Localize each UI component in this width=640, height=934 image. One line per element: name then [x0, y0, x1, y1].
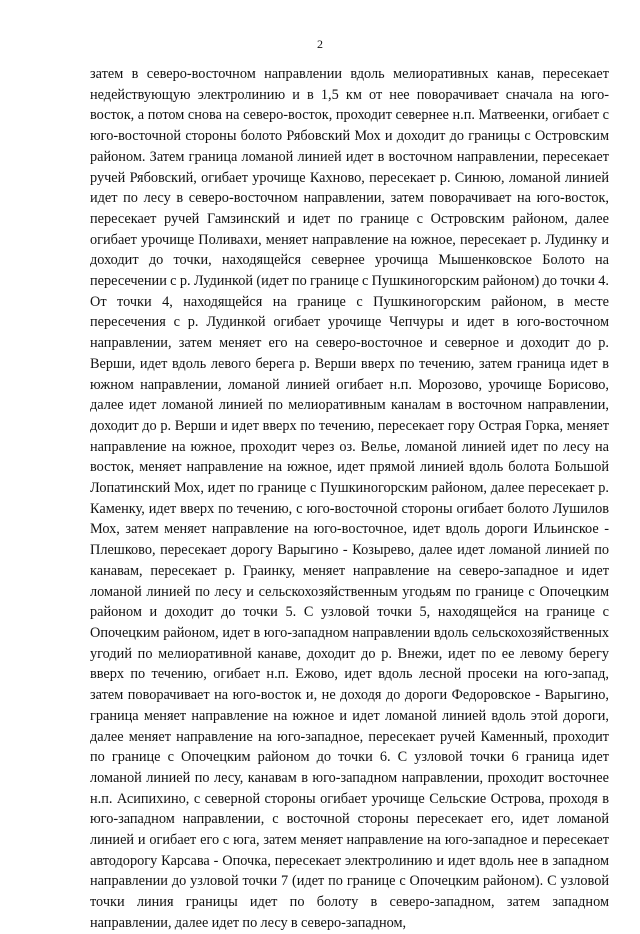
page-number: 2 — [317, 37, 323, 51]
body-paragraph: затем в северо-восточном направлении вдоль мелиоративных канав, пересекает недействующую электролинию и в 1,5 км от нее поворачивает сначала на юго-восток, а потом снова на северо-восток, проходит севернее н.п. Матвеенки, огибает с юго-восточной стороны болото Рябовский Мох и доходит до границы с Островским районом. Затем граница ломаной линией идет в восточном направлении, пересекает ручей Рябовский, огибает урочище Кахново, пересекает р. Синюю, ломаной линией идет по лесу в северо-восточном направлении, затем поворачивает на юго-восток, пересекает ручей Гамзинский и идет по границе с Островским районом, далее огибает урочище Поливахи, меняет направление на южное, пересекает р. Лудинку и доходит до точки, находящейся севернее урочища Мышенковское Болото на пересечении с р. Лудинкой (идет по границе с Пушкиногорским районом) до точки 4. От точки 4, находящейся на границе с Пушкиногорским районом, в месте пересечения с р. Лудинкой огибает урочище Чепчуры и идет в юго-восточном направлении, затем меняет его на северо-восточное и северное и доходит до р. Верши, идет вдоль левого берега р. Верши вверх по течению, затем граница идет в южном направлении, ломаной линией огибает н.п. Морозово, урочище Борисово, далее идет ломаной линией по мелиоративным каналам в восточном направлении, доходит до р. Верши и идет вверх по течению, пересекает гору Острая Горка, меняет направление на южное, проходит через оз. Велье, ломаной линией идет по лесу на восток, меняет направление на южное, идет прямой линией вдоль болота Большой Лопатинский Мох, идет по границе с Пушкиногорским районом, далее пересекает р. Каменку, идет вверх по течению, с юго-восточной стороны огибает болото Лушилов Мох, затем меняет направление на юго-восточное, идет вдоль дороги Ильинское - Плешково, пересекает дорогу Варыгино - Козырево, далее идет ломаной линией по канавам, пересекает р. Граинку, меняет направление на северо-западное и идет ломаной линией по лесу и сельскохозяйственным угодьям по границе с Опочецким районом и доходит до точки 5. С узловой точки 5, находящейся на границе с Опочецким районом, идет в юго-западном направлении вдоль сельскохозяйственных угодий по мелиоративной канаве, доходит до р. Внежи, идет по ее левому берегу вверх по течению, огибает н.п. Ежово, идет вдоль лесной просеки на юго-запад, затем поворачивает на юго-восток и, не доходя до дороги Федоровское - Варыгино, граница меняет направление на южное и идет ломаной линией вдоль этой дороги, далее меняет направление на юго-западное, пересекает ручей Каменный, проходит по границе с Опочецким районом до точки 6. С узловой точки 6 граница идет ломаной линией по лесу, канавам в юго-западном направлении, проходит восточнее н.п. Асипихино, с северной стороны огибает урочище Сельские Острова, проходя в юго-западном направлении, с восточной стороны пересекает его, идет ломаной линией и огибает его с юга, затем меняет направление на юго-западное и пересекает автодорогу Карсава - Опочка, пересекает электролинию и идет вдоль нее в западном направлении до узловой точки 7 (идет по границе с Опочецким районом). С узловой точки линия границы идет по болоту в северо-западном, затем западном направлении, далее идет по лесу в северо-западном, — [90, 66, 609, 931]
